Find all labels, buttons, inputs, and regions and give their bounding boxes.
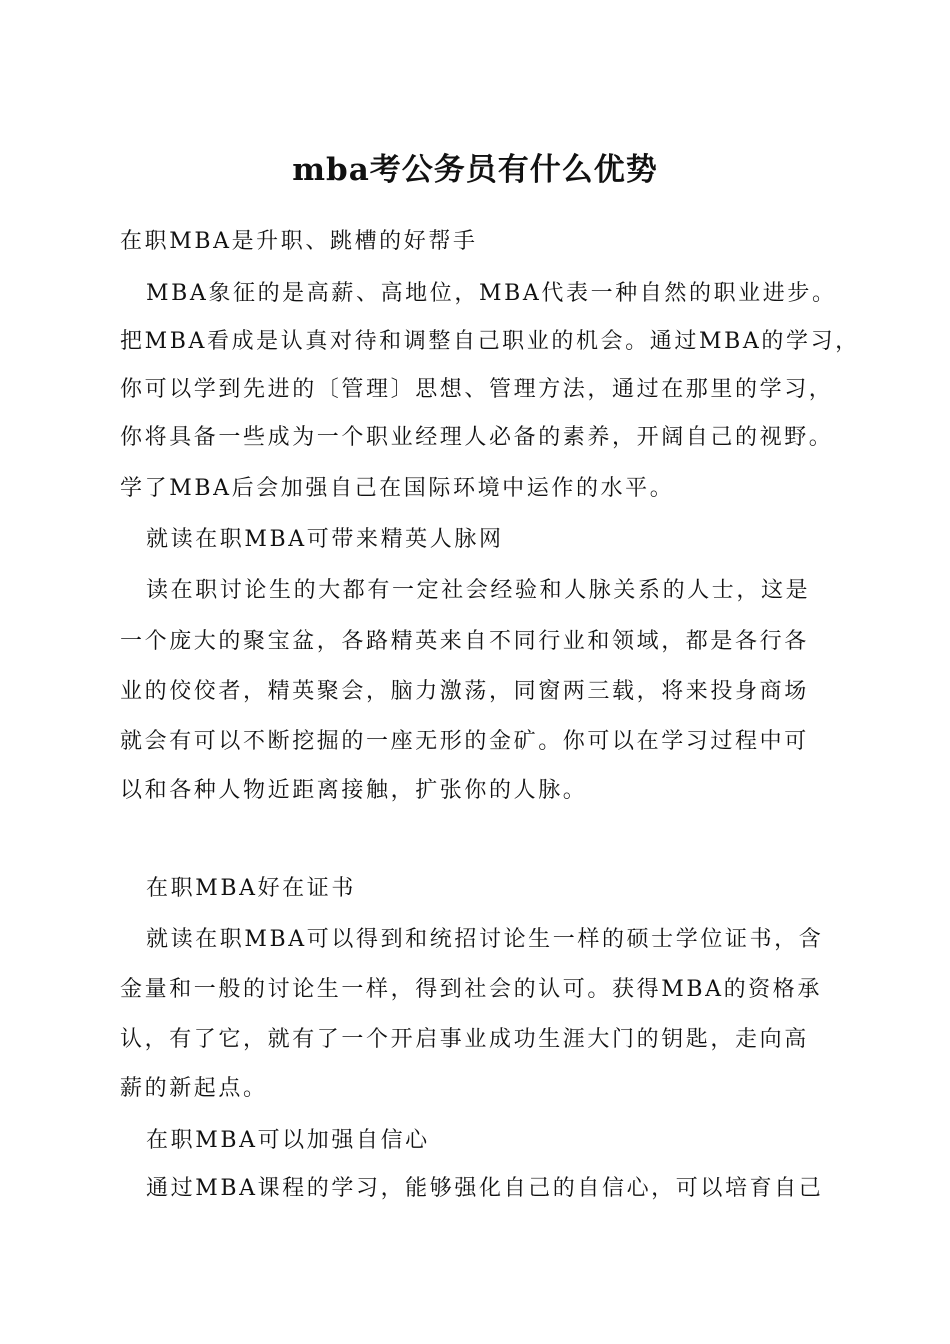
paragraph-line: 把MBA看成是认真对待和调整自己职业的机会。通过MBA的学习，: [120, 329, 860, 354]
paragraph-line: MBA象征的是高薪、高地位，MBA代表一种自然的职业进步。: [146, 281, 837, 306]
paragraph-line: 读在职讨论生的大都有一定社会经验和人脉关系的人士，这是: [146, 578, 811, 603]
document-title: mba考公务员有什么优势: [292, 152, 658, 188]
paragraph-heading: 在职MBA好在证书: [146, 876, 356, 901]
paragraph-heading: 在职MBA可以加强自信心: [146, 1128, 430, 1153]
paragraph-line: 认，有了它，就有了一个开启事业成功生涯大门的钥匙，走向高: [120, 1027, 809, 1052]
paragraph-line: 你将具备一些成为一个职业经理人必备的素养，开阔自己的视野。: [120, 425, 834, 450]
paragraph-line: 学了MBA后会加强自己在国际环境中运作的水平。: [120, 476, 675, 501]
paragraph-line: 以和各种人物近距离接触，扩张你的人脉。: [120, 778, 588, 803]
paragraph-heading: 在职MBA是升职、跳槽的好帮手: [120, 229, 478, 254]
paragraph-line: 就会有可以不断挖掘的一座无形的金矿。你可以在学习过程中可: [120, 729, 809, 754]
paragraph-line: 薪的新起点。: [120, 1076, 268, 1101]
paragraph-heading: 就读在职MBA可带来精英人脉网: [146, 527, 504, 552]
paragraph-line: 一个庞大的聚宝盆，各路精英来自不同行业和领域，都是各行各: [120, 629, 809, 654]
paragraph-line: 你可以学到先进的〔管理〕思想、管理方法，通过在那里的学习，: [120, 377, 834, 402]
paragraph-line: 金量和一般的讨论生一样，得到社会的认可。获得MBA的资格承: [120, 977, 822, 1002]
paragraph-line: 就读在职MBA可以得到和统招讨论生一样的硕士学位证书，含: [146, 927, 824, 952]
paragraph-line: 业的佼佼者，精英聚会，脑力激荡，同窗两三载，将来投身商场: [120, 679, 809, 704]
paragraph-line: 通过MBA课程的学习，能够强化自己的自信心，可以培育自己: [146, 1176, 824, 1201]
